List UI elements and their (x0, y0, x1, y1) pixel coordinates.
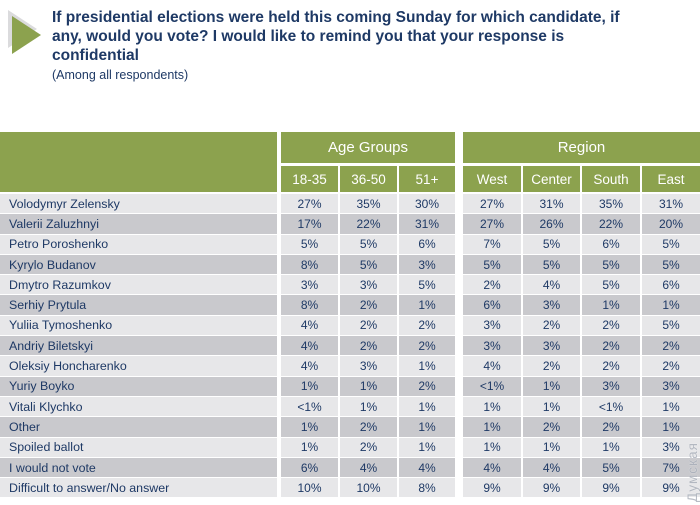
col-header-west: West (463, 166, 521, 192)
age-18-35-value: <1% (281, 397, 338, 416)
age-18-35-value: 4% (281, 356, 338, 375)
region-west-value: 1% (463, 438, 521, 457)
age-51plus-value: 6% (399, 235, 455, 254)
region-west-value: 2% (463, 275, 521, 294)
region-south-value: 2% (582, 356, 640, 375)
region-east-value: 6% (642, 275, 700, 294)
region-south-value: 3% (582, 377, 640, 396)
question-subtitle: (Among all respondents) (52, 67, 189, 82)
age-36-50-value: 5% (340, 255, 397, 274)
region-south-value: 5% (582, 275, 640, 294)
table-row (0, 377, 700, 396)
candidate-label: Valerii Zaluzhnyi (0, 214, 277, 233)
region-south-value: 9% (582, 478, 640, 497)
col-header-51plus: 51+ (399, 166, 455, 192)
age-36-50-value: 2% (340, 316, 397, 335)
region-south-value: 2% (582, 316, 640, 335)
age-36-50-value: 2% (340, 336, 397, 355)
table-row (0, 235, 700, 254)
age-51plus-value: 30% (399, 194, 455, 213)
region-east-value: 5% (642, 235, 700, 254)
age-18-35-value: 1% (281, 377, 338, 396)
age-18-35-value: 17% (281, 214, 338, 233)
region-center-value: 9% (523, 478, 580, 497)
table-body (0, 194, 700, 497)
candidate-label: I would not vote (0, 458, 277, 477)
age-51plus-value: 1% (399, 417, 455, 436)
age-18-35-value: 8% (281, 255, 338, 274)
table-row (0, 316, 700, 335)
candidate-label: Andriy Biletskyi (0, 336, 277, 355)
age-36-50-value: 2% (340, 417, 397, 436)
region-west-value: 3% (463, 316, 521, 335)
region-center-value: 4% (523, 458, 580, 477)
candidate-label: Vitali Klychko (0, 397, 277, 416)
region-south-value: <1% (582, 397, 640, 416)
region-east-value: 2% (642, 336, 700, 355)
region-east-value: 2% (642, 356, 700, 375)
region-header: Region (463, 132, 700, 163)
age-36-50-value: 10% (340, 478, 397, 497)
region-center-value: 4% (523, 275, 580, 294)
age-51plus-value: 1% (399, 356, 455, 375)
region-east-value: 1% (642, 397, 700, 416)
candidate-label: Yuriy Boyko (0, 377, 277, 396)
region-east-value: 20% (642, 214, 700, 233)
candidate-label: Volodymyr Zelensky (0, 194, 277, 213)
candidate-column-header (0, 132, 277, 192)
region-south-value: 1% (582, 438, 640, 457)
region-south-value: 1% (582, 295, 640, 314)
region-east-value: 3% (642, 377, 700, 396)
region-center-value: 3% (523, 336, 580, 355)
age-36-50-value: 2% (340, 295, 397, 314)
table-row (0, 458, 700, 477)
region-center-value: 5% (523, 255, 580, 274)
age-18-35-value: 27% (281, 194, 338, 213)
region-west-value: 1% (463, 417, 521, 436)
candidate-label: Yuliia Tymoshenko (0, 316, 277, 335)
region-west-value: 9% (463, 478, 521, 497)
region-center-value: 31% (523, 194, 580, 213)
age-18-35-value: 4% (281, 316, 338, 335)
age-51plus-value: 2% (399, 336, 455, 355)
candidate-label: Kyrylo Budanov (0, 255, 277, 274)
age-36-50-value: 3% (340, 275, 397, 294)
region-west-value: 4% (463, 458, 521, 477)
age-51plus-value: 2% (399, 377, 455, 396)
region-east-value: 1% (642, 295, 700, 314)
region-center-value: 2% (523, 316, 580, 335)
region-south-value: 2% (582, 336, 640, 355)
region-south-value: 2% (582, 417, 640, 436)
age-36-50-value: 5% (340, 235, 397, 254)
region-west-value: 7% (463, 235, 521, 254)
region-west-value: 4% (463, 356, 521, 375)
region-west-value: 3% (463, 336, 521, 355)
region-south-value: 6% (582, 235, 640, 254)
table-row (0, 275, 700, 294)
region-east-value: 1% (642, 417, 700, 436)
age-18-35-value: 10% (281, 478, 338, 497)
age-51plus-value: 5% (399, 275, 455, 294)
col-header-36-50: 36-50 (340, 166, 397, 192)
col-header-south: South (582, 166, 640, 192)
age-36-50-value: 4% (340, 458, 397, 477)
table-row (0, 356, 700, 375)
bullet-arrow-triangle (12, 16, 41, 54)
table-row (0, 194, 700, 213)
age-36-50-value: 3% (340, 356, 397, 375)
table-row (0, 417, 700, 436)
candidate-label: Difficult to answer/No answer (0, 478, 277, 497)
table-header (0, 132, 700, 192)
age-36-50-value: 35% (340, 194, 397, 213)
region-center-value: 26% (523, 214, 580, 233)
col-header-east: East (642, 166, 700, 192)
age-18-35-value: 1% (281, 417, 338, 436)
bullet-arrow-icon (8, 10, 48, 58)
table-row (0, 438, 700, 457)
table-row (0, 478, 700, 497)
region-east-value: 3% (642, 438, 700, 457)
candidate-label: Serhiy Prytula (0, 295, 277, 314)
region-south-value: 5% (582, 255, 640, 274)
question-title: If presidential elections were held this coming Sunday for which candidate, if any, would you vote? I would like to remind you that your response is confidential (52, 9, 620, 65)
candidate-label: Dmytro Razumkov (0, 275, 277, 294)
table-row (0, 336, 700, 355)
results-table (0, 132, 700, 497)
region-east-value: 9% (642, 478, 700, 497)
region-east-value: 7% (642, 458, 700, 477)
region-west-value: 1% (463, 397, 521, 416)
region-center-value: 1% (523, 438, 580, 457)
region-east-value: 5% (642, 316, 700, 335)
title-block (52, 8, 624, 82)
age-51plus-value: 3% (399, 255, 455, 274)
col-header-center: Center (523, 166, 580, 192)
age-18-35-value: 5% (281, 235, 338, 254)
region-east-value: 5% (642, 255, 700, 274)
region-west-value: 27% (463, 214, 521, 233)
region-center-value: 2% (523, 417, 580, 436)
age-51plus-value: 1% (399, 295, 455, 314)
table-row (0, 295, 700, 314)
age-18-35-value: 1% (281, 438, 338, 457)
region-center-value: 3% (523, 295, 580, 314)
region-south-value: 35% (582, 194, 640, 213)
age-36-50-value: 1% (340, 397, 397, 416)
candidate-label: Oleksiy Honcharenko (0, 356, 277, 375)
age-36-50-value: 22% (340, 214, 397, 233)
candidate-label: Other (0, 417, 277, 436)
region-east-value: 31% (642, 194, 700, 213)
region-center-value: 2% (523, 356, 580, 375)
age-51plus-value: 4% (399, 458, 455, 477)
watermark: Думская (685, 441, 700, 502)
region-west-value: 6% (463, 295, 521, 314)
col-header-18-35: 18-35 (281, 166, 338, 192)
table-row (0, 397, 700, 416)
age-18-35-value: 3% (281, 275, 338, 294)
region-south-value: 22% (582, 214, 640, 233)
region-center-value: 5% (523, 235, 580, 254)
age-36-50-value: 1% (340, 377, 397, 396)
candidate-label: Spoiled ballot (0, 438, 277, 457)
age-18-35-value: 8% (281, 295, 338, 314)
age-51plus-value: 31% (399, 214, 455, 233)
region-center-value: 1% (523, 377, 580, 396)
table-row (0, 255, 700, 274)
age-51plus-value: 1% (399, 438, 455, 457)
age-51plus-value: 1% (399, 397, 455, 416)
age-36-50-value: 2% (340, 438, 397, 457)
age-18-35-value: 4% (281, 336, 338, 355)
table-row (0, 214, 700, 233)
candidate-label: Petro Poroshenko (0, 235, 277, 254)
region-south-value: 5% (582, 458, 640, 477)
region-west-value: 5% (463, 255, 521, 274)
region-center-value: 1% (523, 397, 580, 416)
age-51plus-value: 8% (399, 478, 455, 497)
region-west-value: <1% (463, 377, 521, 396)
age-51plus-value: 2% (399, 316, 455, 335)
age-18-35-value: 6% (281, 458, 338, 477)
age-groups-header: Age Groups (281, 132, 455, 163)
region-west-value: 27% (463, 194, 521, 213)
